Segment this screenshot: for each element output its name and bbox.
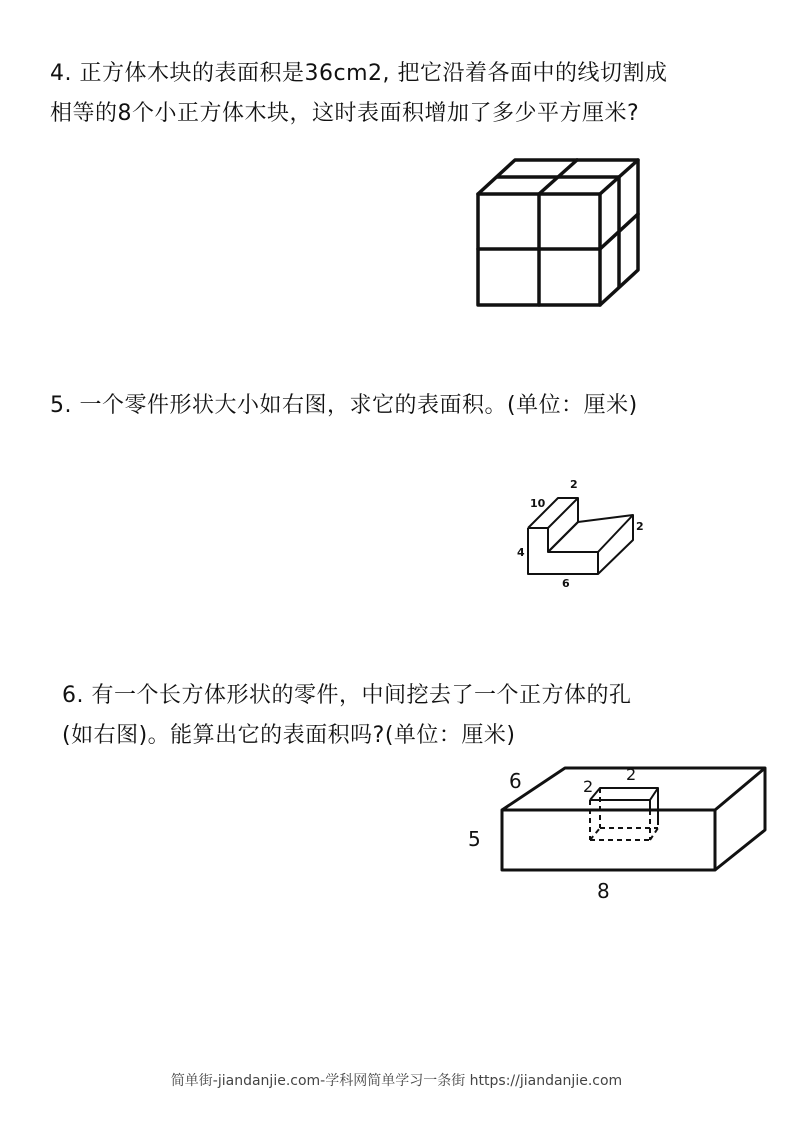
question-4-line-2: 相等的8个小正方体木块，这时表面积增加了多少平方厘米? [50, 101, 640, 126]
question-4-text [50, 54, 750, 134]
question-6-line-1: 6. 有一个长方体形状的零件，中间挖去了一个正方体的孔 [62, 683, 632, 708]
label-length: 8 [597, 879, 610, 903]
label-right: 2 [636, 520, 644, 533]
question-6-line-2: (如右图)。能算出它的表面积吗?(单位：厘米) [62, 723, 516, 748]
question-4-line-1: 4. 正方体木块的表面积是36cm2, 把它沿着各面中的线切割成 [50, 61, 668, 86]
label-cube-b: 2 [626, 765, 637, 784]
label-bottom: 6 [562, 577, 570, 590]
page-footer: 简单街-jiandanjie.com-学科网简单学习一条街 https://jiandanjie.com [170, 1073, 623, 1089]
question-5-text [50, 386, 750, 426]
cuboid-with-hole-figure [460, 758, 780, 908]
label-left-depth: 10 [530, 497, 546, 510]
label-depth: 6 [509, 769, 522, 793]
label-cube-a: 2 [583, 777, 594, 796]
question-6-text [62, 676, 752, 756]
label-top: 2 [570, 478, 578, 491]
cube-cut-figure [470, 150, 650, 315]
question-5-line-1: 5. 一个零件形状大小如右图，求它的表面积。(单位：厘米) [50, 393, 638, 418]
label-height: 5 [468, 827, 481, 851]
step-part-figure [510, 470, 660, 595]
label-height: 4 [517, 546, 525, 559]
